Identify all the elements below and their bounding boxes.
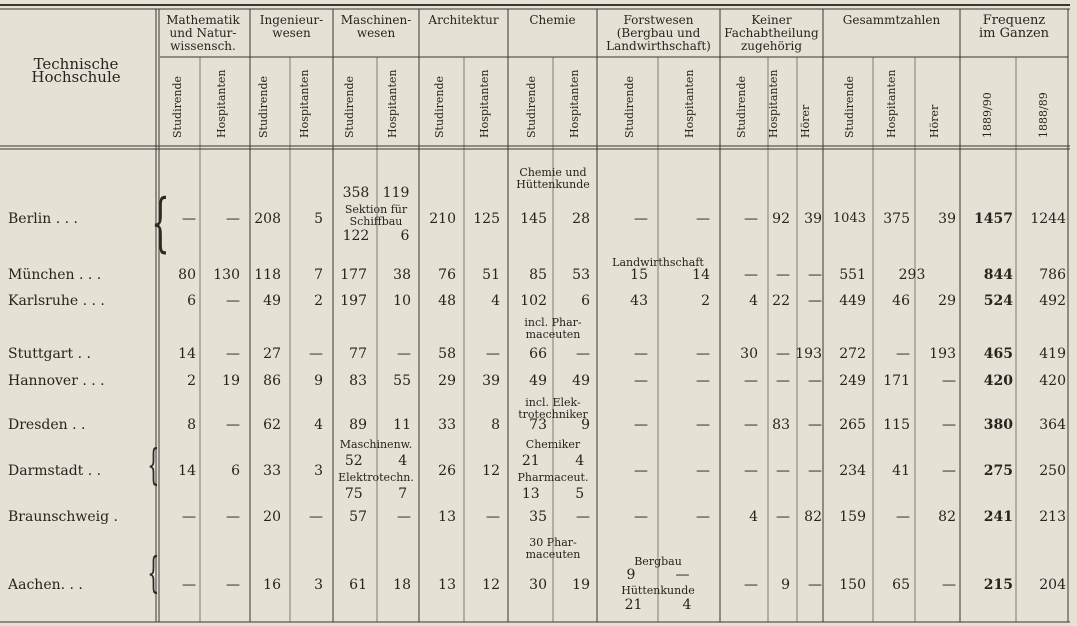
cell-note: 52 4 [344, 453, 408, 469]
table-cell: — [942, 463, 956, 479]
table-cell: 51 [482, 267, 500, 283]
table-cell: — [309, 346, 323, 362]
table-cell: — [486, 346, 500, 362]
cell-note: Chemie und Hüttenkunde [516, 166, 590, 191]
row-school-name: Aachen. . . [8, 577, 83, 593]
header-school-label: Technische Hochschule [31, 55, 121, 86]
table-cell: 1244 [1030, 211, 1066, 227]
row-school-name: Darmstadt . . [8, 463, 102, 479]
table-cell: 159 [839, 509, 866, 525]
table-cell: 4 [314, 417, 323, 433]
table-cell: 375 [883, 211, 910, 227]
table-cell: 9 [781, 577, 790, 593]
group-header: Mathematik und Natur- wissensch. [166, 13, 240, 53]
table-cell: 27 [263, 346, 281, 362]
table-cell: 66 [529, 346, 547, 362]
table-cell: 12 [482, 577, 500, 593]
table-cell: — [634, 373, 648, 389]
table-cell: 1457 [974, 211, 1013, 227]
table-cell: 7 [314, 267, 323, 283]
sub-header-studirende: Studirende [525, 75, 538, 138]
table-cell: 85 [529, 267, 547, 283]
table-cell: — [634, 463, 648, 479]
sub-header-hoerer: Hörer [799, 104, 812, 138]
table-cell: — [776, 463, 790, 479]
table-cell: 30 [529, 577, 547, 593]
table-cell: — [744, 577, 758, 593]
table-cell: 65 [892, 577, 910, 593]
table-cell: 39 [482, 373, 500, 389]
table-cell: 33 [438, 417, 456, 433]
table-cell: 14 [692, 267, 710, 283]
table-cell: — [226, 417, 240, 433]
sub-header-studirende: Studirende [843, 75, 856, 138]
table-cell: 6 [231, 463, 240, 479]
table-cell: 33 [263, 463, 281, 479]
table-cell: — [576, 509, 590, 525]
table-cell: — [486, 509, 500, 525]
table-cell: 82 [804, 509, 822, 525]
table-cell: 76 [438, 267, 456, 283]
table-cell: 49 [572, 373, 590, 389]
table-cell: 38 [393, 267, 411, 283]
table-cell: — [744, 463, 758, 479]
sub-header-studirende: Studirende [735, 75, 748, 138]
table-cell: 193 [929, 346, 956, 362]
table-cell: 420 [1039, 373, 1066, 389]
table-cell: — [808, 267, 822, 283]
sub-header-hospitanten: Hospitanten [386, 69, 399, 138]
cell-note: incl. Elek- trotechniker [518, 396, 588, 421]
table-cell: 83 [349, 373, 367, 389]
table-cell: 43 [630, 293, 648, 309]
table-cell: 130 [213, 267, 240, 283]
table-cell: 215 [983, 577, 1013, 593]
table-cell: — [696, 417, 710, 433]
table-cell: 420 [983, 373, 1013, 389]
table-cell: 118 [254, 267, 281, 283]
table-cell: 30 [740, 346, 758, 362]
table-cell: 193 [795, 346, 822, 362]
table-cell: 125 [473, 211, 500, 227]
table-cell: 551 [839, 267, 866, 283]
table-cell: 15 [630, 267, 648, 283]
table-cell: — [696, 346, 710, 362]
cell-note: 13 5 [521, 486, 585, 502]
table-cell: 28 [572, 211, 590, 227]
cell-note: Chemiker [525, 438, 581, 451]
sub-header-hospitanten: Hospitanten [568, 69, 581, 138]
table-cell: — [744, 373, 758, 389]
table-cell: 492 [1039, 293, 1066, 309]
sub-header-y2: 1888/89 [1037, 92, 1050, 138]
row-school-name: Hannover . . . [8, 373, 105, 389]
table-cell: — [634, 211, 648, 227]
table-cell: 62 [263, 417, 281, 433]
cell-note: incl. Phar- maceuten [524, 316, 582, 341]
table-cell: 844 [983, 267, 1013, 283]
row-school-name: Braunschweig . [8, 509, 119, 525]
table-cell: — [896, 509, 910, 525]
table-cell: — [808, 577, 822, 593]
table-cell: — [226, 293, 240, 309]
cell-note: Landwirthschaft [612, 256, 704, 269]
table-cell: 210 [429, 211, 456, 227]
table-cell: 83 [772, 417, 790, 433]
table-cell: — [696, 463, 710, 479]
cell-note: Sektion für Schiffbau [344, 203, 408, 228]
table-cell: — [776, 373, 790, 389]
row-school-name: Berlin . . . [8, 211, 78, 227]
table-cell: 29 [938, 293, 956, 309]
table-cell: 6 [187, 293, 196, 309]
table-cell: 4 [749, 293, 758, 309]
sub-header-studirende: Studirende [623, 75, 636, 138]
table-cell: — [896, 346, 910, 362]
table-cell: 82 [938, 509, 956, 525]
cell-note: Bergbau [634, 555, 682, 568]
table-cell: 204 [1039, 577, 1066, 593]
cell-note: 21 4 [624, 597, 692, 613]
table-cell: — [744, 211, 758, 227]
table-cell: 6 [581, 293, 590, 309]
cell-note: 30 Phar- maceuten [525, 536, 581, 561]
table-cell: 2 [187, 373, 196, 389]
table-cell: 41 [892, 463, 910, 479]
table-cell: — [776, 346, 790, 362]
group-header: Maschinen- wesen [340, 13, 412, 40]
row-school-name: Karlsruhe . . . [8, 293, 105, 309]
row-school-name: München . . . [8, 267, 102, 283]
row-brace: { [147, 548, 160, 597]
table-cell: 61 [349, 577, 367, 593]
table-cell: 55 [393, 373, 411, 389]
table-cell: 49 [529, 373, 547, 389]
table-cell: 364 [1039, 417, 1066, 433]
sub-header-y1: 1889/90 [981, 92, 994, 138]
cell-note: Pharmaceut. [517, 471, 589, 484]
table-cell: — [808, 293, 822, 309]
sub-header-hospitanten: Hospitanten [478, 69, 491, 138]
cell-note: 21 4 [521, 453, 585, 469]
table-cell: — [744, 267, 758, 283]
group-header: Gesammtzahlen [842, 13, 941, 27]
table-cell: 14 [178, 346, 196, 362]
table-cell: 8 [187, 417, 196, 433]
table-cell: 4 [749, 509, 758, 525]
table-cell: 241 [983, 509, 1013, 525]
table-cell: 19 [572, 577, 590, 593]
table-cell: — [942, 577, 956, 593]
table-cell: 39 [804, 211, 822, 227]
table-cell: 524 [983, 293, 1013, 309]
table-cell: 35 [529, 509, 547, 525]
sub-header-hospitanten: Hospitanten [767, 69, 780, 138]
table-cell: — [696, 509, 710, 525]
table-cell: 3 [314, 463, 323, 479]
sub-header-studirende: Studirende [171, 75, 184, 138]
table-cell: 22 [772, 293, 790, 309]
table-cell: 419 [1039, 346, 1066, 362]
table-cell: 29 [438, 373, 456, 389]
table-cell: — [182, 211, 196, 227]
table-cell: 53 [572, 267, 590, 283]
group-header: Frequenz im Ganzen [978, 13, 1050, 41]
table-cell: 92 [772, 211, 790, 227]
table-cell: 449 [839, 293, 866, 309]
table-cell: 786 [1039, 267, 1066, 283]
table-cell: 272 [839, 346, 866, 362]
group-header: Forstwesen (Bergbau und Landwirthschaft) [606, 13, 711, 53]
sub-header-hospitanten: Hospitanten [885, 69, 898, 138]
table-cell: 234 [839, 463, 866, 479]
table-cell: 265 [839, 417, 866, 433]
sub-header-hospitanten: Hospitanten [683, 69, 696, 138]
cell-note: 358 119 [342, 185, 410, 201]
table-cell: — [942, 417, 956, 433]
table-cell: — [309, 509, 323, 525]
row-school-name: Dresden . . [8, 417, 86, 433]
table-cell: 171 [883, 373, 910, 389]
table-cell: — [776, 509, 790, 525]
table-cell: 13 [438, 509, 456, 525]
table-cell: 77 [349, 346, 367, 362]
row-brace: { [147, 440, 160, 489]
table-cell: — [808, 463, 822, 479]
table-cell: 275 [983, 463, 1013, 479]
table-cell: 49 [263, 293, 281, 309]
row-brace: { [151, 186, 170, 260]
table-cell: 213 [1039, 509, 1066, 525]
table-cell: 89 [349, 417, 367, 433]
table-cell: — [397, 509, 411, 525]
table-cell: — [576, 346, 590, 362]
table-cell: 11 [393, 417, 411, 433]
table-cell: — [696, 211, 710, 227]
table-cell: — [634, 346, 648, 362]
table-cell: 2 [314, 293, 323, 309]
table-cell: 145 [520, 211, 547, 227]
cell-note: Elektrotechn. [338, 471, 414, 484]
table-cell: 249 [839, 373, 866, 389]
table-cell: — [226, 577, 240, 593]
table-cell: — [182, 509, 196, 525]
table-cell: 73 [529, 417, 547, 433]
table-cell: 19 [222, 373, 240, 389]
sub-header-hospitanten: Hospitanten [298, 69, 311, 138]
row-school-name: Stuttgart . . [8, 346, 91, 362]
table-cell: 20 [263, 509, 281, 525]
cell-note: Hüttenkunde [621, 584, 695, 597]
table-cell: 380 [983, 417, 1013, 433]
table-cell: 26 [438, 463, 456, 479]
table-cell: 39 [938, 211, 956, 227]
table-cell: 86 [263, 373, 281, 389]
cell-note: 75 7 [344, 486, 408, 502]
table-cell: 13 [438, 577, 456, 593]
table-cell: 10 [393, 293, 411, 309]
table-cell: 58 [438, 346, 456, 362]
table-cell: 18 [393, 577, 411, 593]
table-cell: 12 [482, 463, 500, 479]
table-cell: 46 [892, 293, 910, 309]
table-cell: 9 [314, 373, 323, 389]
table-cell: 115 [883, 417, 910, 433]
table-cell: 9 [581, 417, 590, 433]
cell-note: 122 6 [342, 228, 410, 244]
table-cell: — [776, 267, 790, 283]
table-cell: — [808, 417, 822, 433]
table-cell: — [808, 373, 822, 389]
table-cell: 3 [314, 577, 323, 593]
sub-header-hospitanten: Hospitanten [215, 69, 228, 138]
table-cell: 16 [263, 577, 281, 593]
table-cell: — [226, 509, 240, 525]
table-cell: — [942, 373, 956, 389]
table-cell: 208 [254, 211, 281, 227]
cell-note: Maschinenw. [339, 438, 413, 451]
table-cell: — [397, 346, 411, 362]
table-cell: — [226, 211, 240, 227]
table-cell: 4 [491, 293, 500, 309]
sub-header-studirende: Studirende [433, 75, 446, 138]
table-cell: 1043 [832, 211, 866, 226]
table-cell: — [182, 577, 196, 593]
table-cell: 57 [349, 509, 367, 525]
table-cell: — [744, 417, 758, 433]
table-cell: 177 [340, 267, 367, 283]
table-cell: 80 [178, 267, 196, 283]
group-header: Architektur [428, 13, 499, 27]
group-header: Keiner Fachabtheilung zugehörig [724, 13, 819, 53]
cell-note: 293 [898, 267, 926, 283]
table-cell: 8 [491, 417, 500, 433]
table-cell: 2 [701, 293, 710, 309]
table-cell: 102 [520, 293, 547, 309]
table-cell: 48 [438, 293, 456, 309]
table-cell: 150 [839, 577, 866, 593]
table-cell: 14 [178, 463, 196, 479]
table-cell: — [634, 509, 648, 525]
sub-header-hoerer: Hörer [928, 104, 941, 138]
table-cell: — [696, 373, 710, 389]
sub-header-studirende: Studirende [257, 75, 270, 138]
table-cell: 197 [340, 293, 367, 309]
table-cell: — [634, 417, 648, 433]
cell-note: 9 — [626, 567, 690, 583]
group-header: Ingenieur- wesen [259, 13, 324, 40]
sub-header-studirende: Studirende [343, 75, 356, 138]
table-cell: 250 [1039, 463, 1066, 479]
group-header: Chemie [529, 13, 576, 27]
table-cell: 465 [983, 346, 1013, 362]
table-cell: 5 [314, 211, 323, 227]
table-cell: — [226, 346, 240, 362]
